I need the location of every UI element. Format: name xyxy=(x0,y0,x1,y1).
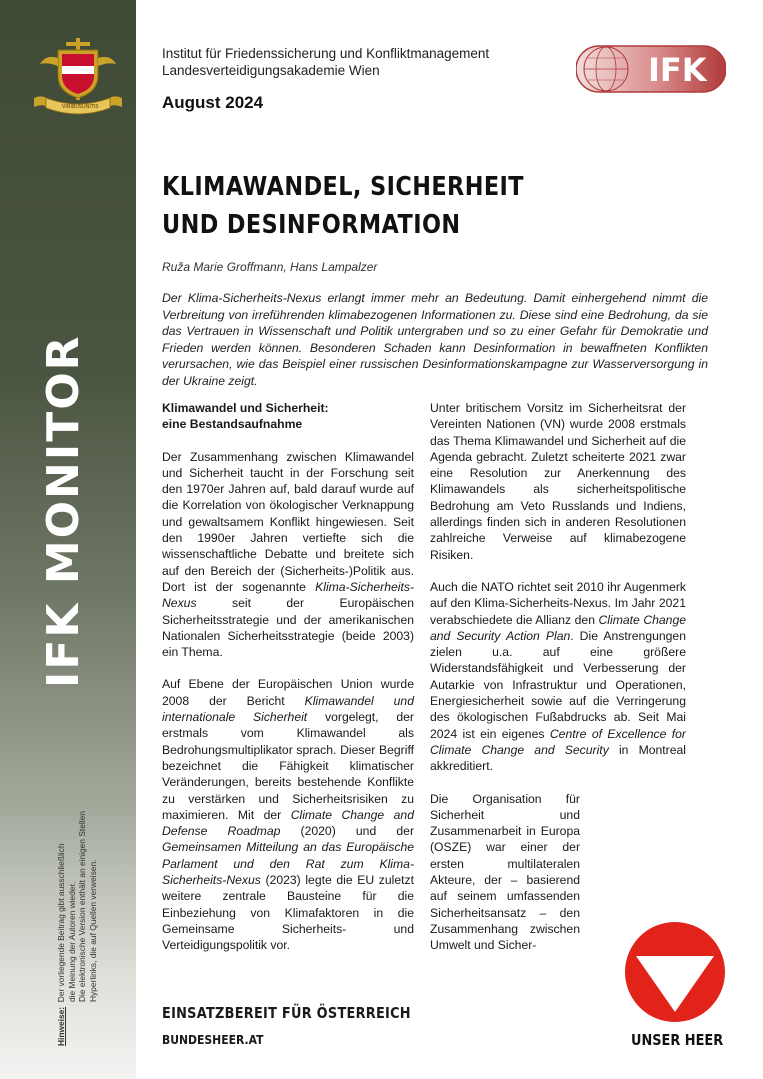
institute-line-1: Institut für Friedenssicherung und Konfliktmanagement xyxy=(162,46,490,61)
ifk-logo xyxy=(576,44,726,94)
footer-slogan: EINSATZBEREIT FÜR ÖSTERREICH xyxy=(162,1004,411,1022)
paragraph xyxy=(162,676,414,953)
paragraph: Die Organisation für Sicherheit und Zusammenarbeit in Europa (OSZE) war einer der ersten multilateralen Akteure, der – basierend auf seinem umfassenden Sicherheitsansatz – den Zusammenhang zwischen Umwelt und Sicher- xyxy=(430,791,580,953)
italic-term: Centre of Excellence for Climate Change and Security xyxy=(430,726,686,757)
paragraph: Unter britischem Vorsitz im Sicherheitsrat der Vereinten Nationen (VN) wurde 2008 erstmals das Thema Klimawandel und Sicherheit auf die Agenda gebracht. Zuletzt scheiterte 2021 zwar eine Resolution zur Anerkennung des Klimawandels als sicherheitspolitische Bedrohung am Veto Russlands und Indiens, allerdings finden sich in anderen Resolutionen zahlreiche Verweise auf klimabezogene Risiken. xyxy=(430,401,686,562)
crest-motto-right: UNITIS xyxy=(82,104,99,110)
text-run: (2020) und der xyxy=(280,824,415,839)
text-run: Auch die NATO richtet seit 2010 ihr Augenmerk auf den Klima-Sicherheits-Nexus. Im Jahr 2021 verabschiedete die Allianz den xyxy=(430,579,686,627)
institute-name xyxy=(162,45,489,79)
italic-term: Klimawandel und internationale Sicherheit xyxy=(162,693,414,725)
sidebar xyxy=(0,0,136,1079)
disclaimer-line-4: Hyperlinks, die auf Quellen verweisen. xyxy=(87,859,98,1002)
paragraph xyxy=(162,449,414,661)
article-title xyxy=(162,168,626,244)
title-line-1: KLIMAWANDEL, SICHERHEIT xyxy=(162,172,524,202)
right-column xyxy=(430,400,686,970)
disclaimer-line-3: Die elektronische Version enthält an einigen Stellen xyxy=(77,811,87,1002)
institute-line-2: Landesverteidigungsakademie Wien xyxy=(162,63,380,78)
crest-logo xyxy=(32,36,124,118)
ifk-monitor-title: IFK MONITOR xyxy=(38,334,89,688)
abstract: Der Klima-Sicherheits-Nexus erlangt immer mehr an Bedeutung. Damit einhergehend nimmt die Verbreitung von irreführenden klimabezogenen Informationen zu. Diese sind eine Bedrohung, da sie das Vertrauen in Wissenschaft und Politik untergraben und so zu einer Gefahr für Demokratie und Frieden werden können. Besonderen Schaden kann Desinformation in bewaffneten Konflikten verursachen, wie das Beispiel einer russischen Desinformationskampagne zur Wasserversorgung in der Ukraine zeigt. xyxy=(162,291,708,388)
section-heading-line-1: Klimawandel und Sicherheit: xyxy=(162,401,329,415)
text-run: Auf Ebene der Europäischen Union wurde 2008 der Bericht xyxy=(162,677,414,708)
text-run: seit der Europäischen Sicherheitsstrategie und der amerikanischen Nationalen Sicherheitsstrategie (beide 2003) ein Thema. xyxy=(162,596,414,660)
ifk-logo-text: IFK xyxy=(648,51,707,89)
unser-heer-label: UNSER HEER xyxy=(631,1031,724,1049)
text-run: in Montreal akkreditiert. xyxy=(430,742,686,774)
title-line-2: UND DESINFORMATION xyxy=(162,210,461,240)
italic-term: Klima-Sicherheits-Nexus xyxy=(162,579,414,611)
section-heading-line-2: eine Bestandsaufnahme xyxy=(162,417,303,432)
paragraph xyxy=(430,579,686,775)
disclaimer-label: Hinweise: xyxy=(56,1006,66,1046)
authors: Ruža Marie Groffmann, Hans Lampalzer xyxy=(162,260,378,274)
footer-url[interactable]: BUNDESHEER.AT xyxy=(162,1033,264,1047)
text-run: (2023) legte die EU zuletzt weitere zentrale Bausteine für die Einbeziehung von Klimafaktoren in die Gemeinsame Sicherheits- und Verteidigungspolitik vor. xyxy=(162,873,414,953)
disclaimer-line-2: die Meinung der Autoren wieder. xyxy=(66,881,77,1002)
disclaimer-line-1: Der vorliegende Beitrag gibt ausschließlich xyxy=(56,843,66,1003)
issue-date: August 2024 xyxy=(162,93,264,112)
bundesheer-logo xyxy=(622,922,728,1022)
section-heading xyxy=(162,400,414,433)
text-run: Der Zusammenhang zwischen Klimawandel und Sicherheit taucht in der Forschung seit den 1970er Jahren auf, bald darauf wurde auf die Korrelation von ökologischer Verknappung und gewaltsamem Konflikt hingewiesen. Seit den 1990er Jahren vertiefte sich die wissenschaftliche Debatte und breitete sich auf den Bereich der (Sicherheits-)Politik aus. Dort ist der sogenannte xyxy=(162,449,414,594)
italic-term: Gemeinsamen Mitteilung an das Europäische Parlament und den Rat zum Klima-Sicherheits-Nexus xyxy=(162,840,414,888)
crest-motto-left: VIRIBUS xyxy=(62,104,83,110)
italic-term: Climate Change and Security Action Plan xyxy=(430,612,687,643)
disclaimer-note xyxy=(56,806,98,1046)
left-column xyxy=(162,400,414,970)
italic-term: Climate Change and Defense Roadmap xyxy=(162,807,414,839)
text-run: vorgelegt, der erstmals vom Klimawandel als Bedrohungsmultiplikator sprach. Dieser Begriff bezeichnet die Fähigkeit klimatischer Veränderungen, bereits bestehende Konflikte zu verstärken und Sicherheitsrisiken zu maximieren. Mit der xyxy=(162,710,414,822)
text-run: . Die Anstrengungen zielen u.a. auf eine größere Widerstandsfähigkeit und Verbesserung der Autarkie von Infrastruktur und Operationen, Energiesicherheit sowie auf die Verringerung des ökologischen Fußabdrucks ab. Seit Mai 2024 ist ein eigenes xyxy=(430,628,686,741)
